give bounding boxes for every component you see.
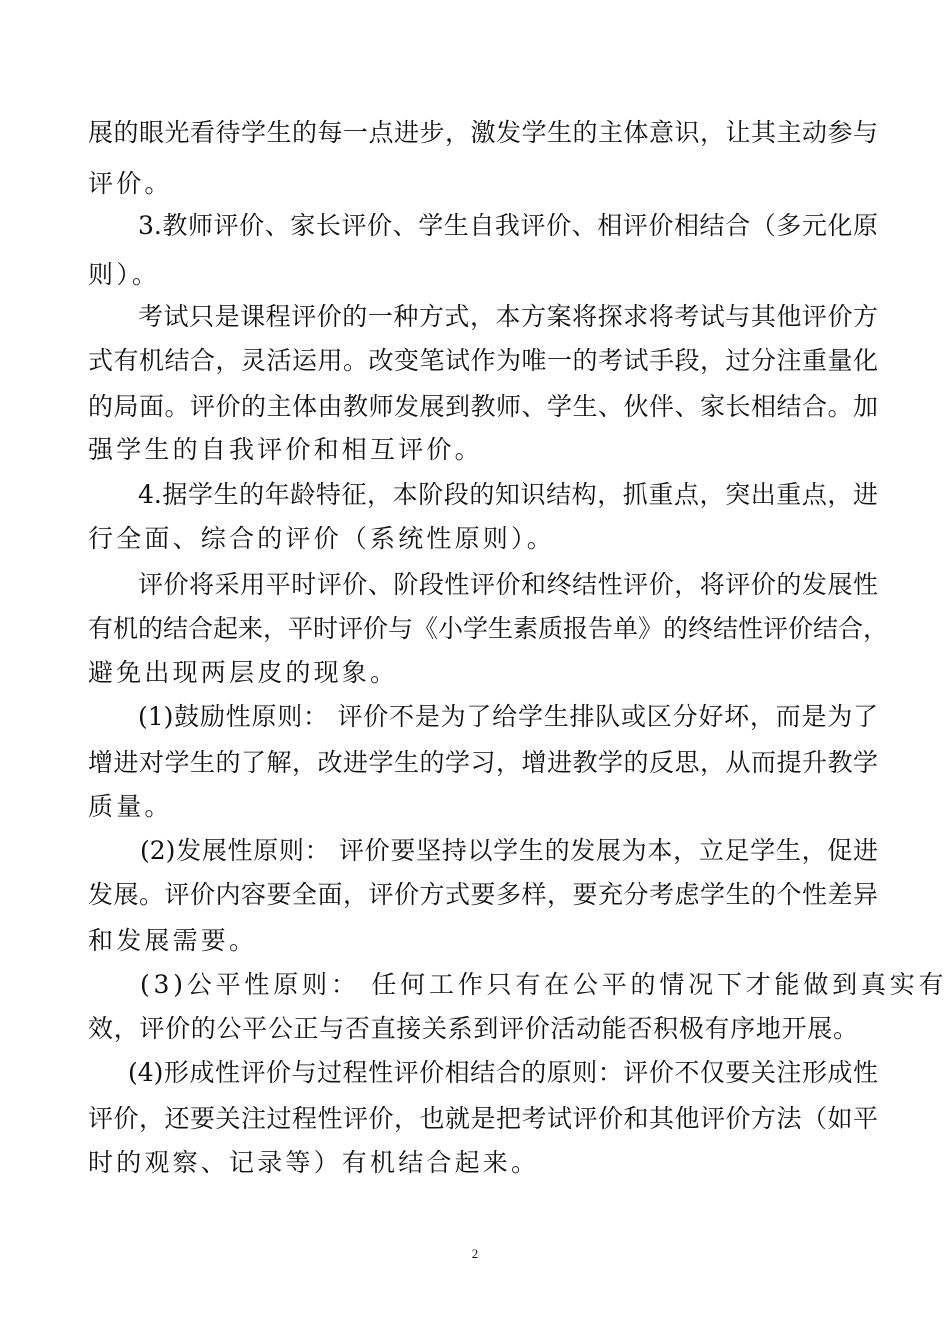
text-line: 发展。评价内容要全面，评价方式要多样，要充分考虑学生的个性差异 [88,880,878,909]
page-number: 2 [471,1246,479,1261]
text-line: 的局面。评价的主体由教师发展到教师、学生、伙伴、家长相结合。加 [88,392,878,421]
text-line: 式有机结合，灵活运用。改变笔试作为唯一的考试手段，过分注重量化 [88,346,878,375]
text-line: 则）。 [88,260,161,289]
text-line: 4.据学生的年龄特征，本阶段的知识结构，抓重点，突出重点，进 [138,480,878,509]
text-line: 评价将采用平时评价、阶段性评价和终结性评价，将评价的发展性 [138,570,878,599]
text-line: 考试只是课程评价的一种方式，本方案将探求将考试与其他评价方 [138,302,878,331]
text-line: 有机的结合起来，平时评价与《小学生素质报告单》的终结性评价结合， [88,614,889,643]
text-line: 行全面、综合的评价（系统性原则）。 [88,524,555,553]
text-line: 评价。 [88,169,173,198]
text-line: 避免出现两层皮的现象。 [88,658,399,687]
text-line: (3)公平性原则： 任何工作只有在公平的情况下才能做到真实有 [140,970,948,999]
text-line: 和发展需要。 [88,926,258,955]
text-line: (1)鼓励性原则： 评价不是为了给学生排队或区分好坏，而是为了 [138,702,878,731]
text-line: 时的观察、记录等）有机结合起来。 [88,1148,540,1177]
text-line: 增进对学生的了解，改进学生的学习，增进教学的反思，从而提升教学 [88,748,878,777]
text-line: (2)发展性原则： 评价要坚持以学生的发展为本，立足学生，促进 [140,836,878,865]
text-line: 3.教师评价、家长评价、学生自我评价、相评价相结合（多元化原 [138,211,878,240]
text-line: 评价，还要关注过程性评价，也就是把考试评价和其他评价方法（如平 [88,1104,878,1133]
text-line: 效，评价的公平公正与否直接关系到评价活动能否积极有序地开展。 [88,1014,858,1043]
text-line: 强学生的自我评价和相互评价。 [88,435,483,464]
text-line: (4)形成性评价与过程性评价相结合的原则：评价不仅要关注形成性 [128,1058,878,1087]
text-line: 质量。 [88,792,173,821]
text-line: 展的眼光看待学生的每一点进步，激发学生的主体意识，让其主动参与 [88,118,878,147]
